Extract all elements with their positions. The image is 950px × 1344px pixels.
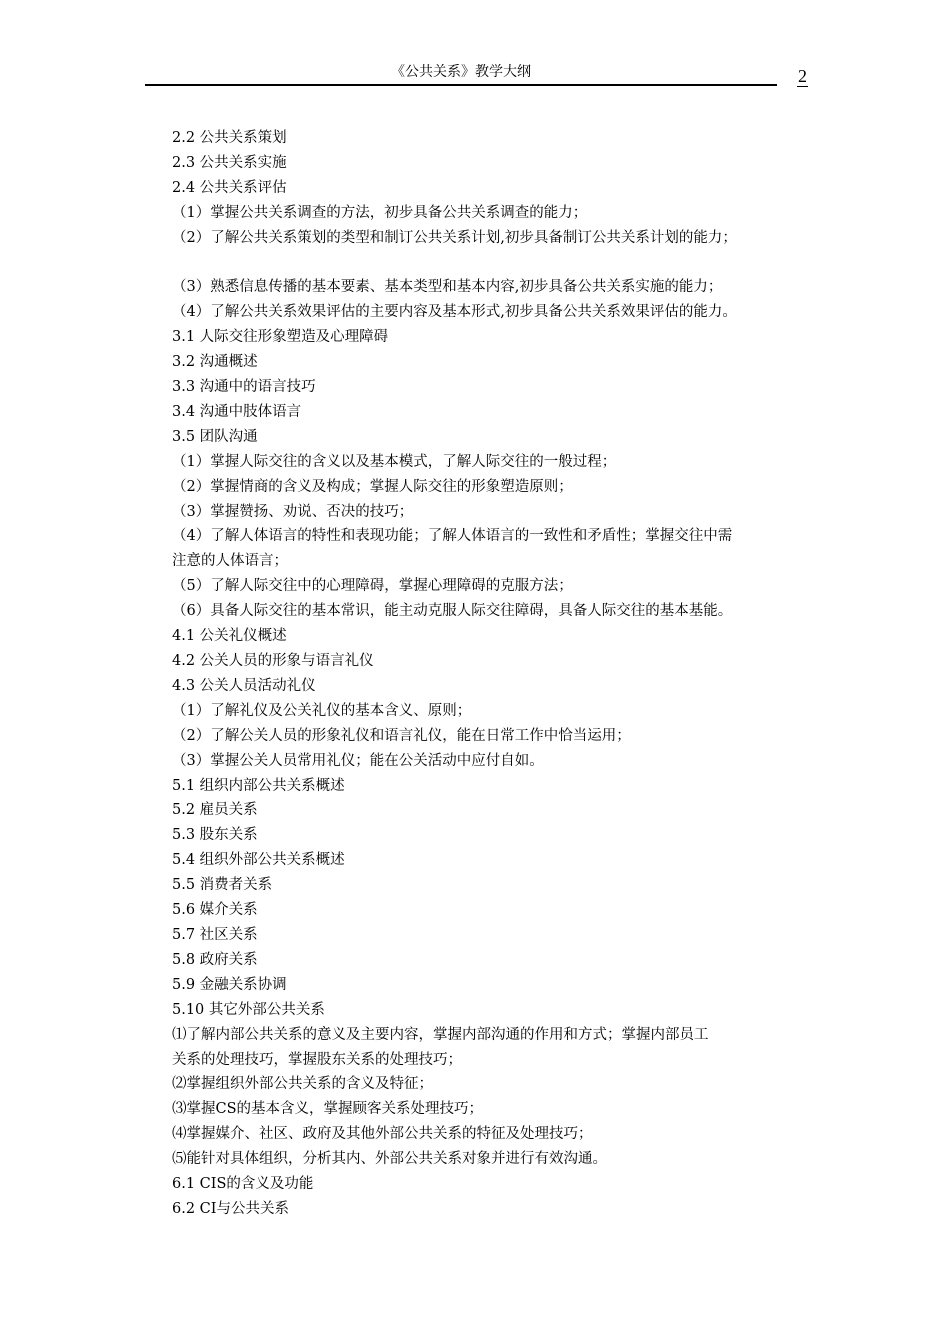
body-line: （1）掌握人际交往的含义以及基本模式，了解人际交往的一般过程； bbox=[172, 453, 617, 470]
body-line: （2）掌握情商的含义及构成；掌握人际交往的形象塑造原则； bbox=[172, 478, 573, 495]
body-line: 5.2 雇员关系 bbox=[172, 802, 258, 819]
body-line: （1）了解礼仪及公关礼仪的基本含义、原则； bbox=[172, 702, 472, 719]
page-number: 2 bbox=[798, 66, 807, 86]
body-line: 3.2 沟通概述 bbox=[172, 354, 258, 371]
body-line: ⑵掌握组织外部公共关系的含义及特征； bbox=[172, 1076, 433, 1093]
body-line: 6.2 CI与公共关系 bbox=[172, 1200, 289, 1217]
body-line: 5.10 其它外部公共关系 bbox=[172, 1001, 325, 1018]
body-line: ⑷掌握媒介、社区、政府及其他外部公共关系的特征及处理技巧； bbox=[172, 1126, 593, 1143]
body-line: 3.3 沟通中的语言技巧 bbox=[172, 379, 316, 396]
body-line: （1）掌握公共关系调查的方法，初步具备公共关系调查的能力； bbox=[172, 204, 588, 221]
body-line: 4.3 公关人员活动礼仪 bbox=[172, 677, 316, 694]
body-line: 4.2 公关人员的形象与语言礼仪 bbox=[172, 653, 374, 670]
body-line: 关系的处理技巧，掌握股东关系的处理技巧； bbox=[172, 1051, 462, 1068]
body-line: 4.1 公关礼仪概述 bbox=[172, 628, 287, 645]
body-line: （3）熟悉信息传播的基本要素、基本类型和基本内容,初步具备公共关系实施的能力； bbox=[172, 279, 723, 296]
page-header-title: 《公共关系》教学大纲 bbox=[145, 62, 777, 86]
body-line: （2）了解公共关系策划的类型和制订公共关系计划,初步具备制订公共关系计划的能力； bbox=[172, 229, 737, 246]
body-line: 2.2 公共关系策划 bbox=[172, 130, 287, 146]
document-body bbox=[172, 126, 832, 1222]
body-line: 3.4 沟通中肢体语言 bbox=[172, 403, 302, 420]
body-line: （3）掌握赞扬、劝说、否决的技巧； bbox=[172, 503, 414, 520]
body-line: （4）了解人体语言的特性和表现功能；了解人体语言的一致性和矛盾性；掌握交往中需 bbox=[172, 528, 733, 545]
body-line: 3.1 人际交往形象塑造及心理障碍 bbox=[172, 329, 389, 346]
body-line: 6.1 CIS的含义及功能 bbox=[172, 1176, 314, 1193]
body-line: ⑴了解内部公共关系的意义及主要内容，掌握内部沟通的作用和方式；掌握内部员工 bbox=[172, 1026, 709, 1043]
body-line: 5.1 组织内部公共关系概述 bbox=[172, 777, 345, 794]
body-line: 5.8 政府关系 bbox=[172, 951, 258, 968]
body-line: （2）了解公关人员的形象礼仪和语言礼仪，能在日常工作中恰当运用； bbox=[172, 727, 631, 744]
body-line: 2.3 公共关系实施 bbox=[172, 154, 287, 171]
body-line: 2.4 公共关系评估 bbox=[172, 179, 287, 196]
body-line: 注意的人体语言； bbox=[172, 553, 288, 570]
body-line: ⑶掌握CS的基本含义，掌握顾客关系处理技巧； bbox=[172, 1101, 484, 1118]
body-line: ⑸能针对具体组织，分析其内、外部公共关系对象并进行有效沟通。 bbox=[172, 1151, 607, 1168]
body-line: （5）了解人际交往中的心理障碍，掌握心理障碍的克服方法； bbox=[172, 578, 573, 595]
body-line: （3）掌握公关人员常用礼仪；能在公关活动中应付自如。 bbox=[172, 752, 544, 769]
body-line: 5.7 社区关系 bbox=[172, 926, 258, 943]
body-line: 3.5 团队沟通 bbox=[172, 428, 258, 445]
body-line bbox=[172, 251, 832, 276]
body-line: （4）了解公共关系效果评估的主要内容及基本形式,初步具备公共关系效果评估的能力。 bbox=[172, 304, 737, 321]
body-line: 5.5 消费者关系 bbox=[172, 877, 273, 894]
body-line: 5.4 组织外部公共关系概述 bbox=[172, 852, 345, 869]
body-line: 5.9 金融关系协调 bbox=[172, 976, 287, 993]
body-line: （6）具备人际交往的基本常识，能主动克服人际交往障碍，具备人际交往的基本基能。 bbox=[172, 603, 733, 620]
body-line: 5.3 股东关系 bbox=[172, 827, 258, 844]
body-line: 5.6 媒介关系 bbox=[172, 902, 258, 919]
